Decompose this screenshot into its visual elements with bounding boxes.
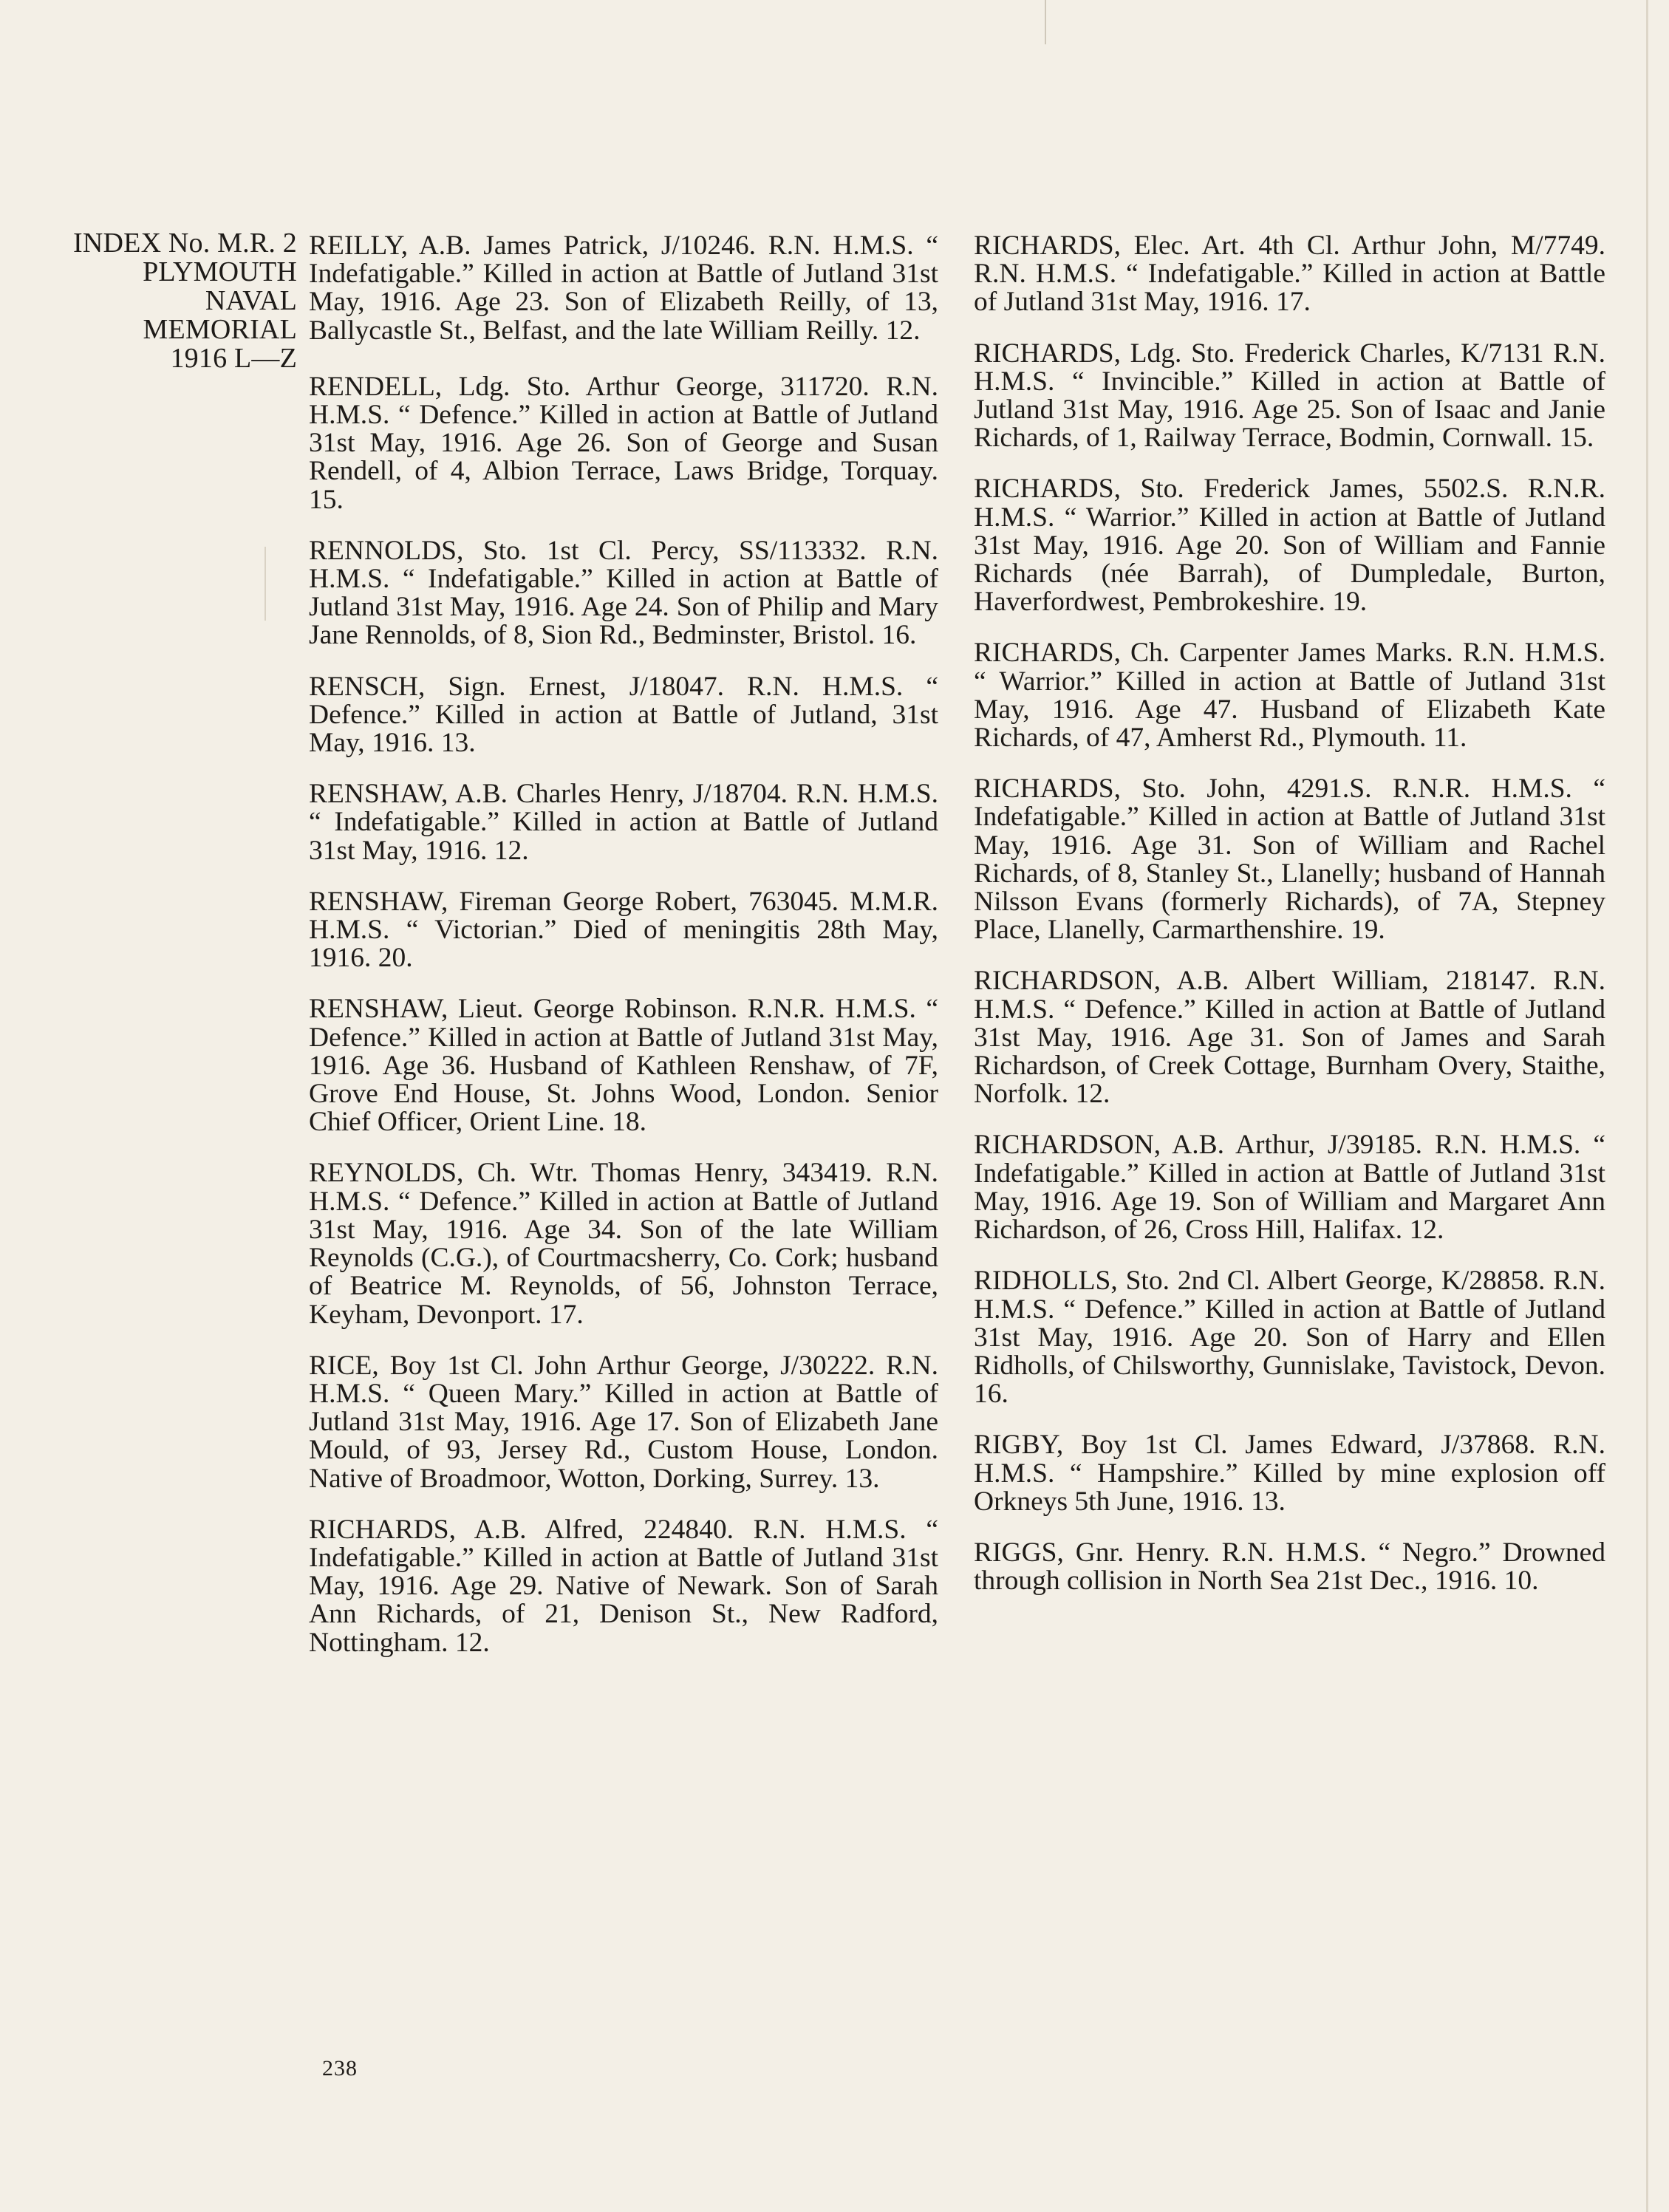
memorial-entry: RENNOLDS, Sto. 1st Cl. Percy, SS/113332. R.N. H.M.S. “ Indefatigable.” Killed in action at Battle of Jutland 31st May, 1916. Age 24. Son of Philip and Mary Jane Rennolds, of 8, Sion Rd., Bedminster, Bristol. 16. [309,535,938,651]
memorial-entry: RICHARDS, Sto. Frederick James, 5502.S. R.N.R. H.M.S. “ Warrior.” Killed in action at Battle of Jutland 31st May, 1916. Age 20. Son of William and Fannie Richards (née Barrah), of Dumpledale, Burton, Haverfordwest, Pembrokeshire. 19. [974,474,1605,618]
memorial-entry: RENSHAW, Fireman George Robert, 763045. M.M.R. H.M.S. “ Victorian.” Died of meningitis 28th May, 1916. 20. [309,886,938,974]
memorial-entry: RICHARDS, Ldg. Sto. Frederick Charles, K/7131 R.N. H.M.S. “ Invincible.” Killed in action at Battle of Jutland 31st May, 1916. Age 25. Son of Isaac and Janie Richards, of 1, Railway Terrace, Bodmin, Cornwall. 15. [974,338,1605,454]
margin-heading [30,229,297,373]
left-column [309,232,938,1680]
memorial-entry: RIGGS, Gnr. Henry. R.N. H.M.S. “ Negro.” Drowned through collision in North Sea 21st Dec., 1916. 10. [974,1537,1605,1597]
right-column [974,232,1605,1618]
margin-heading-line: MEMORIAL [143,314,297,345]
memorial-entry: RENDELL, Ldg. Sto. Arthur George, 311720. R.N. H.M.S. “ Defence.” Killed in action at Battle of Jutland 31st May, 1916. Age 26. Son of George and Susan Rendell, of 4, Albion Terrace, Laws Bridge, Torquay. 15. [309,371,938,515]
memorial-entry: RICE, Boy 1st Cl. John Arthur George, J/30222. R.N. H.M.S. “ Queen Mary.” Killed in action at Battle of Jutland 31st May, 1916. Age 17. Son of Elizabeth Jane Mould, of 93, Jersey Rd., Custom House, London. Native of Broadmoor, Wotton, Dorking, Surrey. 13. [309,1350,938,1494]
margin-heading-line: NAVAL [205,285,297,316]
margin-heading-line: 1916 L—Z [170,343,297,374]
memorial-entry: REILLY, A.B. James Patrick, J/10246. R.N. H.M.S. “ Indefatigable.” Killed in action at Battle of Jutland 31st May, 1916. Age 23. Son of Elizabeth Reilly, of 13, Ballycastle St., Belfast, and the late William Reilly. 12. [309,231,938,346]
page-number: 238 [322,2056,358,2080]
memorial-entry: RICHARDS, A.B. Alfred, 224840. R.N. H.M.S. “ Indefatigable.” Killed in action at Battle of Jutland 31st May, 1916. Age 29. Native of Newark. Son of Sarah Ann Richards, of 21, Denison St., New Radford, Nottingham. 12. [309,1514,938,1658]
memorial-entry: RENSHAW, Lieut. George Robinson. R.N.R. H.M.S. “ Defence.” Killed in action at Battle of Jutland 31st May, 1916. Age 36. Husband of Kathleen Renshaw, of 7F, Grove End House, St. Johns Wood, London. Senior Chief Officer, Orient Line. 18. [309,994,938,1138]
memorial-entry: RIGBY, Boy 1st Cl. James Edward, J/37868. R.N. H.M.S. “ Hampshire.” Killed by mine explosion off Orkneys 5th June, 1916. 13. [974,1430,1605,1517]
memorial-entry: RICHARDSON, A.B. Arthur, J/39185. R.N. H.M.S. “ Indefatigable.” Killed in action at Battle of Jutland 31st May, 1916. Age 19. Son of William and Margaret Ann Richardson, of 26, Cross Hill, Halifax. 12. [974,1130,1605,1246]
memorial-entry: REYNOLDS, Ch. Wtr. Thomas Henry, 343419. R.N. H.M.S. “ Defence.” Killed in action at Battle of Jutland 31st May, 1916. Age 34. Son of the late William Reynolds (C.G.), of Courtmacsherry, Co. Cork; husband of Beatrice M. Reynolds, of 56, Johnston Terrace, Keyham, Devonport. 17. [309,1158,938,1330]
page-fold-mark [1045,0,1046,44]
memorial-entry: RENSHAW, A.B. Charles Henry, J/18704. R.N. H.M.S. “ Indefatigable.” Killed in action at Battle of Jutland 31st May, 1916. 12. [309,779,938,866]
memorial-entry: RICHARDS, Elec. Art. 4th Cl. Arthur John, M/7749. R.N. H.M.S. “ Indefatigable.” Killed in action at Battle of Jutland 31st May, 1916. 17. [974,231,1605,318]
memorial-entry: RENSCH, Sign. Ernest, J/18047. R.N. H.M.S. “ Defence.” Killed in action at Battle of Jutland, 31st May, 1916. 13. [309,671,938,759]
page-edge [1646,0,1648,2212]
memorial-entry: RICHARDS, Ch. Carpenter James Marks. R.N. H.M.S. “ Warrior.” Killed in action at Battle of Jutland 31st May, 1916. Age 47. Husband of Elizabeth Kate Richards, of 47, Amherst Rd., Plymouth. 11. [974,638,1605,754]
margin-heading-line: INDEX No. M.R. 2 [73,228,297,259]
memorial-entry: RIDHOLLS, Sto. 2nd Cl. Albert George, K/28858. R.N. H.M.S. “ Defence.” Killed in action at Battle of Jutland 31st May, 1916. Age 20. Son of Harry and Ellen Ridholls, of Chilsworthy, Gunnislake, Tavistock, Devon. 16. [974,1266,1605,1410]
paper-mark [264,547,266,621]
memorial-entry: RICHARDS, Sto. John, 4291.S. R.N.R. H.M.S. “ Indefatigable.” Killed in action at Battle of Jutland 31st May, 1916. Age 31. Son of William and Rachel Richards, of 8, Stanley St., Llanelly; husband of Hannah Nilsson Evans (formerly Richards), of 7A, Stepney Place, Llanelly, Carmarthenshire. 19. [974,774,1605,946]
memorial-entry: RICHARDSON, A.B. Albert William, 218147. R.N. H.M.S. “ Defence.” Killed in action at Battle of Jutland 31st May, 1916. Age 31. Son of James and Sarah Richardson, of Creek Cottage, Burnham Overy, Staithe, Norfolk. 12. [974,966,1605,1110]
margin-heading-line: PLYMOUTH [143,256,297,287]
